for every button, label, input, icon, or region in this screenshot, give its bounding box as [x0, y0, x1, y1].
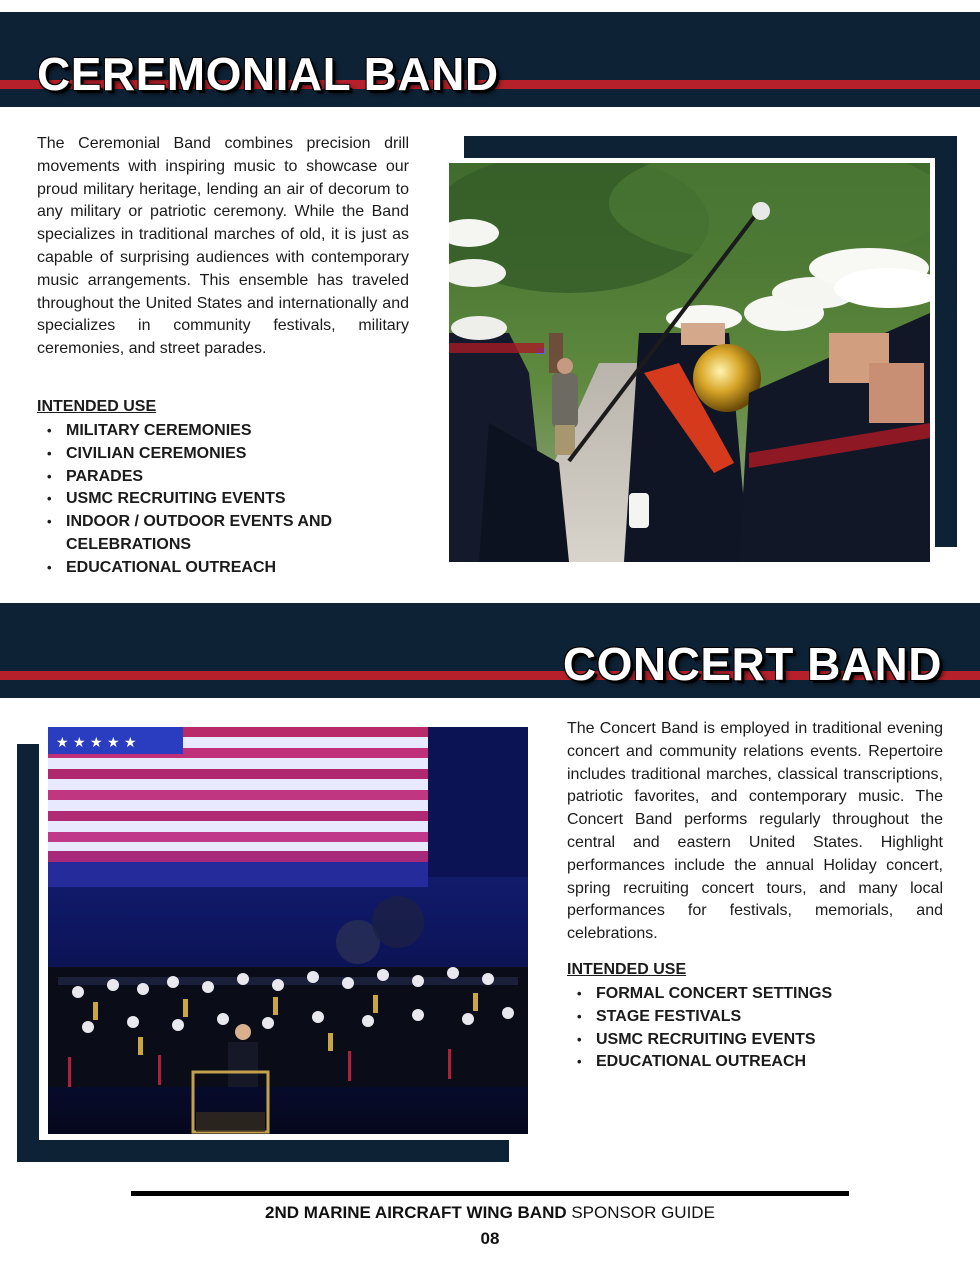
footer-title	[0, 1203, 980, 1223]
ceremonial-photo-frame-right	[935, 136, 957, 547]
svg-text:★ ★ ★ ★ ★: ★ ★ ★ ★ ★	[56, 735, 137, 751]
concert-intended-use-heading: INTENDED USE	[567, 961, 687, 978]
concert-banner	[0, 603, 980, 698]
list-item: • USMC RECRUITING EVENTS	[567, 1029, 927, 1052]
ceremonial-intended-use-list	[37, 420, 367, 580]
list-item: • EDUCATIONAL OUTREACH	[567, 1051, 927, 1074]
list-item: • STAGE FESTIVALS	[567, 1006, 927, 1029]
concert-title: CONCERT BAND	[562, 638, 942, 690]
list-item: • MILITARY CEREMONIES	[37, 420, 367, 443]
list-item: • INDOOR / OUTDOOR EVENTS AND CELEBRATIONS	[37, 511, 367, 557]
concert-photo-frame-left	[17, 744, 39, 1162]
concert-band-photo	[48, 727, 528, 1134]
list-item: • CIVILIAN CEREMONIES	[37, 443, 367, 466]
ceremonial-intended-use-heading: INTENDED USE	[37, 398, 157, 415]
list-item: • EDUCATIONAL OUTREACH	[37, 557, 367, 580]
ceremonial-description: The Ceremonial Band combines precision drill movements with inspiring music to showcase our proud military heritage, lending an air of decorum to any military or patriotic ceremony. While the Band specializes in traditional marches of old, it is just as capable of surprising audiences with contemporary music arrangements. This ensemble has traveled throughout the United States and internationally and specializes in community festivals, military ceremonies, and street parades.	[37, 135, 409, 358]
concert-photo-frame-bottom	[17, 1140, 509, 1162]
page-number: 08	[480, 1229, 500, 1248]
list-item: • USMC RECRUITING EVENTS	[37, 488, 367, 511]
ceremonial-photo-frame-top	[464, 136, 957, 158]
list-item: • FORMAL CONCERT SETTINGS	[567, 983, 927, 1006]
concert-description: The Concert Band is employed in traditional evening concert and community relations events. Repertoire includes traditional marches, classical transcriptions, patriotic favorites, and contemporary music. The Concert Band performs regularly throughout the central and eastern United States. Highlight performances include the annual Holiday concert, spring recruiting concert tours, and many local performances for festivals, memorials, and celebrations.	[567, 720, 943, 943]
footer-rule	[131, 1191, 849, 1196]
ceremonial-banner	[0, 12, 980, 107]
list-item: • PARADES	[37, 466, 367, 489]
concert-intended-use-list	[567, 983, 927, 1074]
ceremonial-title: CEREMONIAL BAND	[37, 48, 499, 100]
footer-doc: SPONSOR GUIDE	[566, 1203, 715, 1222]
ceremonial-band-photo	[449, 163, 930, 562]
footer-org: 2ND MARINE AIRCRAFT WING BAND	[265, 1203, 567, 1222]
